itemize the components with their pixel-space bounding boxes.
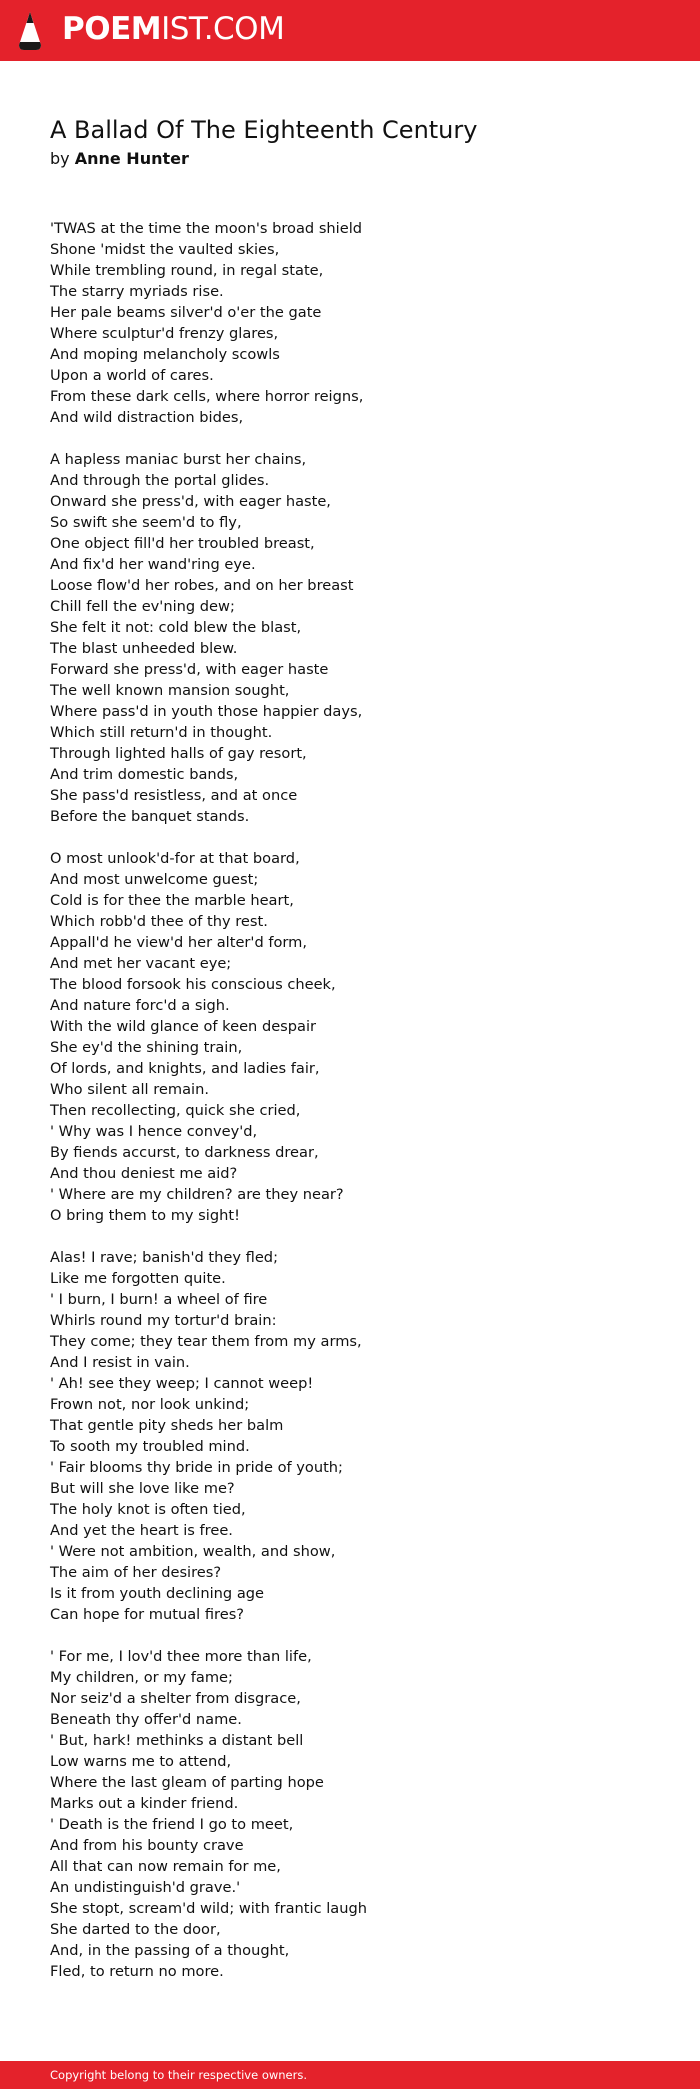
logo-bold-text: POEM [62,11,162,47]
poem-line: ' Why was I hence convey'd, [50,1123,258,1140]
poem-line: By fiends accurst, to darkness drear, [50,1144,319,1161]
poem-line: Cold is for thee the marble heart, [50,892,294,909]
poem-line: With the wild glance of keen despair [50,1018,317,1035]
poem-line: Upon a world of cares. [50,367,214,384]
poem-line: ' I burn, I burn! a wheel of fire [50,1291,268,1308]
poem-line: And wild distraction bides, [50,409,244,426]
poem-stanza [50,1247,650,1625]
poem-line: Appall'd he view'd her alter'd form, [50,934,308,951]
poem-line: Her pale beams silver'd o'er the gate [50,304,322,321]
poem-line: She stopt, scream'd wild; with frantic laugh [50,1900,368,1917]
poem-line: Chill fell the ev'ning dew; [50,598,235,615]
poem-line: That gentle pity sheds her balm [50,1417,284,1434]
poem-line: Which still return'd in thought. [50,724,273,741]
poem-line: Loose flow'd her robes, and on her breast [50,577,354,594]
poem-line: ' But, hark! methinks a distant bell [50,1732,304,1749]
poem-line: And through the portal glides. [50,472,270,489]
site-header [0,0,700,61]
poem-line: To sooth my troubled mind. [50,1438,250,1455]
poem-line: Where pass'd in youth those happier days, [50,703,363,720]
site-footer [0,2061,700,2089]
poem-line: Is it from youth declining age [50,1585,265,1602]
poem-line: She ey'd the shining train, [50,1039,243,1056]
author-name[interactable]: Anne Hunter [74,149,189,168]
poem-line: An undistinguish'd grave.' [50,1879,241,1896]
poem-stanza [50,449,650,827]
poem-line: But will she love like me? [50,1480,235,1497]
poem-line: Then recollecting, quick she cried, [50,1102,301,1119]
poem-line: Can hope for mutual fires? [50,1606,245,1623]
poem-line: Of lords, and knights, and ladies fair, [50,1060,320,1077]
poem-line: And, in the passing of a thought, [50,1942,290,1959]
poem-line: She pass'd resistless, and at once [50,787,298,804]
poem-line: The holy knot is often tied, [50,1501,246,1518]
poem-line: And moping melancholy scowls [50,346,280,363]
poem-line: Forward she press'd, with eager haste [50,661,329,678]
poem-line: And nature forc'd a sigh. [50,997,230,1014]
poem-body [50,218,650,2003]
copyright-text: Copyright belong to their respective owners. [50,2068,308,2082]
poem-line: Alas! I rave; banish'd they fled; [50,1249,278,1266]
poem-line: All that can now remain for me, [50,1858,281,1875]
poem-line: And from his bounty crave [50,1837,244,1854]
poem-line: Through lighted halls of gay resort, [50,745,307,762]
poem-line: From these dark cells, where horror reigns, [50,388,364,405]
poem-line: The blood forsook his conscious cheek, [50,976,336,993]
poem-line: Frown not, nor look unkind; [50,1396,250,1413]
poem-line: The starry myriads rise. [50,283,224,300]
poem-line: Marks out a kinder friend. [50,1795,239,1812]
poem-line: Who silent all remain. [50,1081,209,1098]
poem-line: ' Death is the friend I go to meet, [50,1816,294,1833]
poem-line: ' For me, I lov'd thee more than life, [50,1648,312,1665]
poem-line: ' Were not ambition, wealth, and show, [50,1543,336,1560]
byline [50,148,189,170]
poem-line: They come; they tear them from my arms, [50,1333,362,1350]
poem-line: Shone 'midst the vaulted skies, [50,241,280,258]
poem-line: She felt it not: cold blew the blast, [50,619,302,636]
poem-line: Before the banquet stands. [50,808,250,825]
poem-stanza [50,1646,650,1982]
poem-line: And I resist in vain. [50,1354,190,1371]
poem-line: Low warns me to attend, [50,1753,232,1770]
poem-line: Like me forgotten quite. [50,1270,226,1287]
poem-line: And trim domestic bands, [50,766,239,783]
poem-line: Fled, to return no more. [50,1963,224,1980]
poem-stanza [50,848,650,1226]
poem-line: The aim of her desires? [50,1564,222,1581]
poem-line: And yet the heart is free. [50,1522,233,1539]
poem-line: One object fill'd her troubled breast, [50,535,315,552]
poem-line: Where sculptur'd frenzy glares, [50,325,279,342]
poem-line: ' Fair blooms thy bride in pride of youth; [50,1459,343,1476]
poem-line: O most unlook'd-for at that board, [50,850,300,867]
poem-line: Onward she press'd, with eager haste, [50,493,331,510]
byline-prefix: by [50,149,70,168]
poem-line: Nor seiz'd a shelter from disgrace, [50,1690,301,1707]
poem-line: ' Where are my children? are they near? [50,1186,344,1203]
site-logo[interactable] [62,9,284,49]
poem-line: ' Ah! see they weep; I cannot weep! [50,1375,314,1392]
poem-line: While trembling round, in regal state, [50,262,324,279]
poem-line: Whirls round my tortur'd brain: [50,1312,277,1329]
poem-line: 'TWAS at the time the moon's broad shield [50,220,363,237]
poem-line: The blast unheeded blew. [50,640,238,657]
logo-light-text: IST.COM [161,11,285,47]
poem-line: She darted to the door, [50,1921,221,1938]
poem-line: And thou deniest me aid? [50,1165,238,1182]
poem-line: Which robb'd thee of thy rest. [50,913,268,930]
poem-line: And fix'd her wand'ring eye. [50,556,256,573]
poem-line: Where the last gleam of parting hope [50,1774,324,1791]
poem-line: And most unwelcome guest; [50,871,259,888]
poem-line: My children, or my fame; [50,1669,233,1686]
poem-line: Beneath thy offer'd name. [50,1711,242,1728]
pencil-tip-icon[interactable] [16,11,44,51]
poem-stanza [50,218,650,428]
poem-line: A hapless maniac burst her chains, [50,451,307,468]
poem-line: The well known mansion sought, [50,682,290,699]
poem-title: A Ballad Of The Eighteenth Century [50,116,478,144]
poem-line: And met her vacant eye; [50,955,232,972]
poem-line: O bring them to my sight! [50,1207,240,1224]
poem-line: So swift she seem'd to fly, [50,514,242,531]
